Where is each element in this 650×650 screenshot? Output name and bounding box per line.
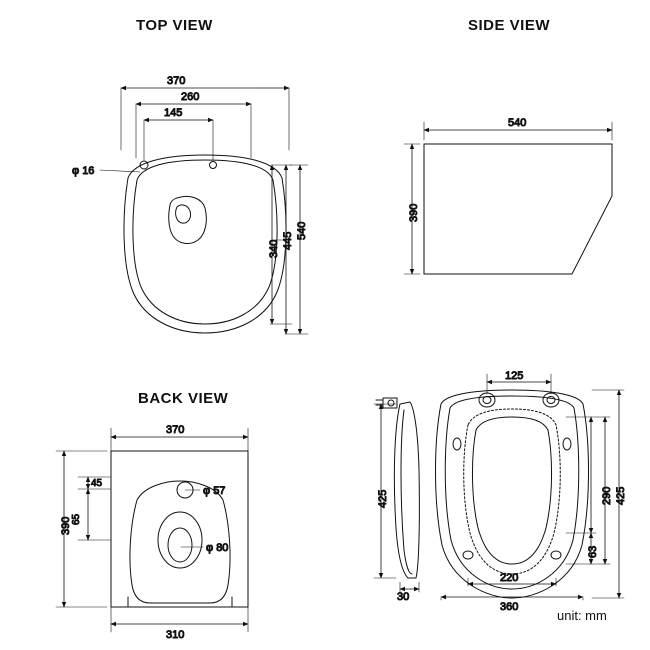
top-view-bolt-holes xyxy=(140,161,217,169)
view-title-top: TOP VIEW xyxy=(136,17,213,34)
seat-top-view xyxy=(436,390,589,598)
dim-side-390: 390 xyxy=(408,203,420,222)
dim-seat-30: 30 xyxy=(397,591,410,603)
view-title-side: SIDE VIEW xyxy=(468,17,551,34)
side-view-outline xyxy=(424,144,612,274)
dim-seat-425-outer: 425 xyxy=(615,486,627,505)
unit-note: unit: mm xyxy=(557,608,607,623)
dim-seat-290: 290 xyxy=(601,486,613,505)
top-view-bowl-outline xyxy=(124,155,286,333)
seat-side-profile xyxy=(376,398,419,578)
dim-top-260: 260 xyxy=(181,91,200,103)
back-view-outline xyxy=(111,451,248,607)
dim-top-340: 340 xyxy=(268,239,280,258)
dim-back-390: 390 xyxy=(60,516,72,535)
dim-seat-63: 63 xyxy=(587,545,599,558)
dim-back-65: 65 xyxy=(71,513,82,525)
dim-back-370: 370 xyxy=(166,424,185,436)
dim-top-540: 540 xyxy=(296,221,308,240)
dim-seat-220: 220 xyxy=(500,572,519,584)
dim-seat-125: 125 xyxy=(505,370,524,382)
dim-seat-425-side: 425 xyxy=(377,489,389,508)
dim-top-145: 145 xyxy=(164,107,183,119)
view-title-back: BACK VIEW xyxy=(138,390,229,407)
dim-back-phi80: φ 80 xyxy=(206,542,229,554)
dim-top-370: 370 xyxy=(167,75,186,87)
dim-side-540: 540 xyxy=(508,117,527,129)
dim-top-phi16: φ 16 xyxy=(72,165,95,177)
dim-back-310: 310 xyxy=(166,629,185,641)
dim-back-phi57: φ 57 xyxy=(203,485,226,497)
dim-back-45: 45 xyxy=(91,478,103,489)
top-view-flush-detail xyxy=(169,196,207,243)
dim-seat-360: 360 xyxy=(500,601,519,613)
dim-top-445: 445 xyxy=(282,231,294,250)
